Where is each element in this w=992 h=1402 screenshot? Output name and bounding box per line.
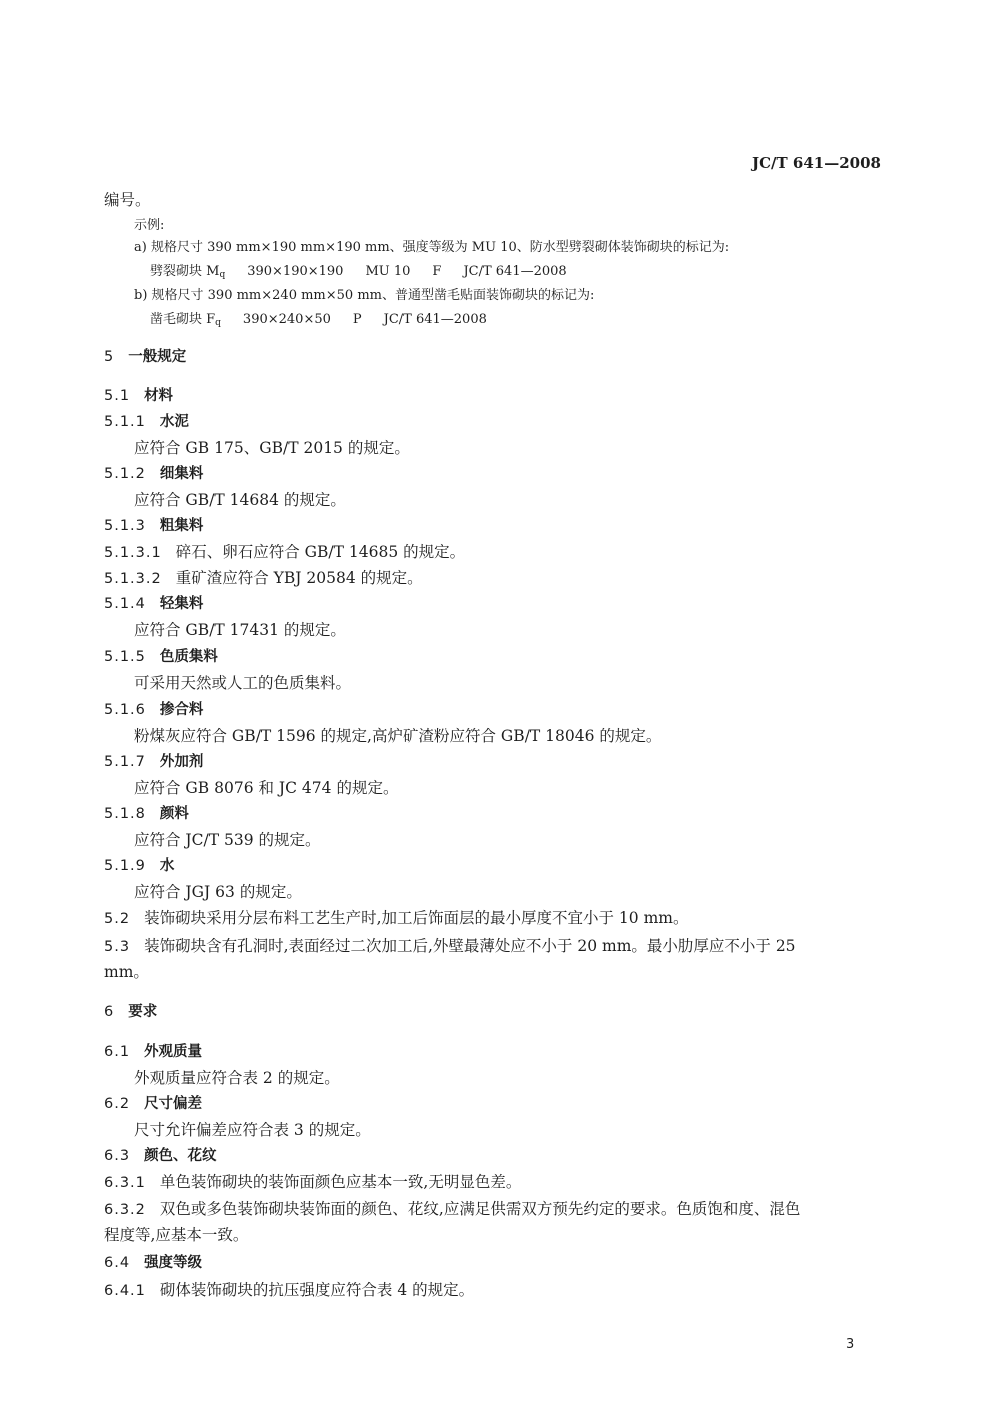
marking-name: 劈裂砌块 M: [150, 264, 220, 279]
section-6-heading: 6 要求: [104, 1004, 158, 1020]
section-5-1-4-text: 应符合 GB/T 17431 的规定。: [134, 621, 346, 639]
section-5-1-8-text: 应符合 JC/T 539 的规定。: [134, 831, 321, 849]
section-5-1-3-1: 5.1.3.1 碎石、卵石应符合 GB/T 14685 的规定。: [104, 543, 466, 561]
continuation-text: 编号。: [104, 191, 151, 209]
section-5-1-1-heading: 5.1.1 水泥: [104, 414, 189, 430]
section-5-1-9-heading: 5.1.9 水: [104, 858, 175, 874]
section-5-1-6-heading: 5.1.6 掺合料: [104, 702, 204, 718]
example-label: 示例:: [134, 218, 165, 233]
section-5-1-4-heading: 5.1.4 轻集料: [104, 596, 204, 612]
section-6-2-text: 尺寸允许偏差应符合表 3 的规定。: [134, 1121, 371, 1139]
example-b-marking: [150, 310, 487, 333]
section-5-heading: 5 一般规定: [104, 349, 187, 365]
marking-name: 凿毛砌块 F: [150, 312, 216, 327]
example-b-description: b) 规格尺寸 390 mm×240 mm×50 mm、普通型凿毛贴面装饰砌块的标记为:: [134, 288, 595, 303]
example-a-marking: [150, 262, 567, 285]
example-a-description: a) 规格尺寸 390 mm×190 mm×190 mm、强度等级为 MU 10、防水型劈裂砌体装饰砌块的标记为:: [134, 240, 730, 255]
marking-size: 390×190×190: [247, 264, 344, 279]
section-5-1-5-heading: 5.1.5 色质集料: [104, 649, 218, 665]
marking-grade: MU 10: [365, 264, 411, 279]
marking-standard: JC/T 641—2008: [383, 312, 487, 327]
section-5-1-7-text: 应符合 GB 8076 和 JC 474 的规定。: [134, 779, 399, 797]
standard-code-header: JC/T 641—2008: [752, 154, 881, 172]
section-6-3-heading: 6.3 颜色、花纹: [104, 1148, 217, 1164]
section-5-3-line2: mm。: [104, 963, 149, 981]
marking-subscript: q: [215, 318, 221, 328]
section-5-2: 5.2 装饰砌块采用分层布料工艺生产时,加工后饰面层的最小厚度不宜小于 10 mm。: [104, 909, 689, 927]
section-6-2-heading: 6.2 尺寸偏差: [104, 1096, 203, 1112]
marking-size: 390×240×50: [242, 312, 331, 327]
marking-type: P: [352, 312, 362, 327]
section-6-3-2-line1: 6.3.2 双色或多色装饰砌块装饰面的颜色、花纹,应满足供需双方预先约定的要求。色质饱和度、混色: [104, 1200, 801, 1218]
section-5-1-2-text: 应符合 GB/T 14684 的规定。: [134, 491, 346, 509]
section-6-4-heading: 6.4 强度等级: [104, 1255, 203, 1271]
section-5-1-9-text: 应符合 JGJ 63 的规定。: [134, 883, 302, 901]
marking-subscript: q: [219, 270, 226, 280]
section-5-1-1-text: 应符合 GB 175、GB/T 2015 的规定。: [134, 439, 410, 457]
section-5-1-7-heading: 5.1.7 外加剂: [104, 754, 204, 770]
section-5-1-heading: 5.1 材料: [104, 388, 174, 404]
section-6-4-1: 6.4.1 砌体装饰砌块的抗压强度应符合表 4 的规定。: [104, 1281, 475, 1299]
section-5-1-3-heading: 5.1.3 粗集料: [104, 518, 204, 534]
section-6-1-heading: 6.1 外观质量: [104, 1044, 203, 1060]
section-5-1-2-heading: 5.1.2 细集料: [104, 466, 204, 482]
section-5-1-5-text: 可采用天然或人工的色质集料。: [134, 674, 352, 692]
marking-standard: JC/T 641—2008: [463, 264, 567, 279]
marking-type: F: [432, 264, 442, 279]
section-5-1-3-2: 5.1.3.2 重矿渣应符合 YBJ 20584 的规定。: [104, 569, 423, 587]
section-5-1-8-heading: 5.1.8 颜料: [104, 806, 189, 822]
page-number: 3: [846, 1337, 855, 1352]
section-6-1-text: 外观质量应符合表 2 的规定。: [134, 1069, 340, 1087]
section-6-3-2-line2: 程度等,应基本一致。: [104, 1226, 249, 1244]
section-6-3-1: 6.3.1 单色装饰砌块的装饰面颜色应基本一致,无明显色差。: [104, 1173, 522, 1191]
section-5-1-6-text: 粉煤灰应符合 GB/T 1596 的规定,高炉矿渣粉应符合 GB/T 18046 的规定。: [134, 727, 662, 745]
section-5-3-line1: 5.3 装饰砌块含有孔洞时,表面经过二次加工后,外壁最薄处应不小于 20 mm。最小肋厚应不小于 25: [104, 937, 796, 955]
